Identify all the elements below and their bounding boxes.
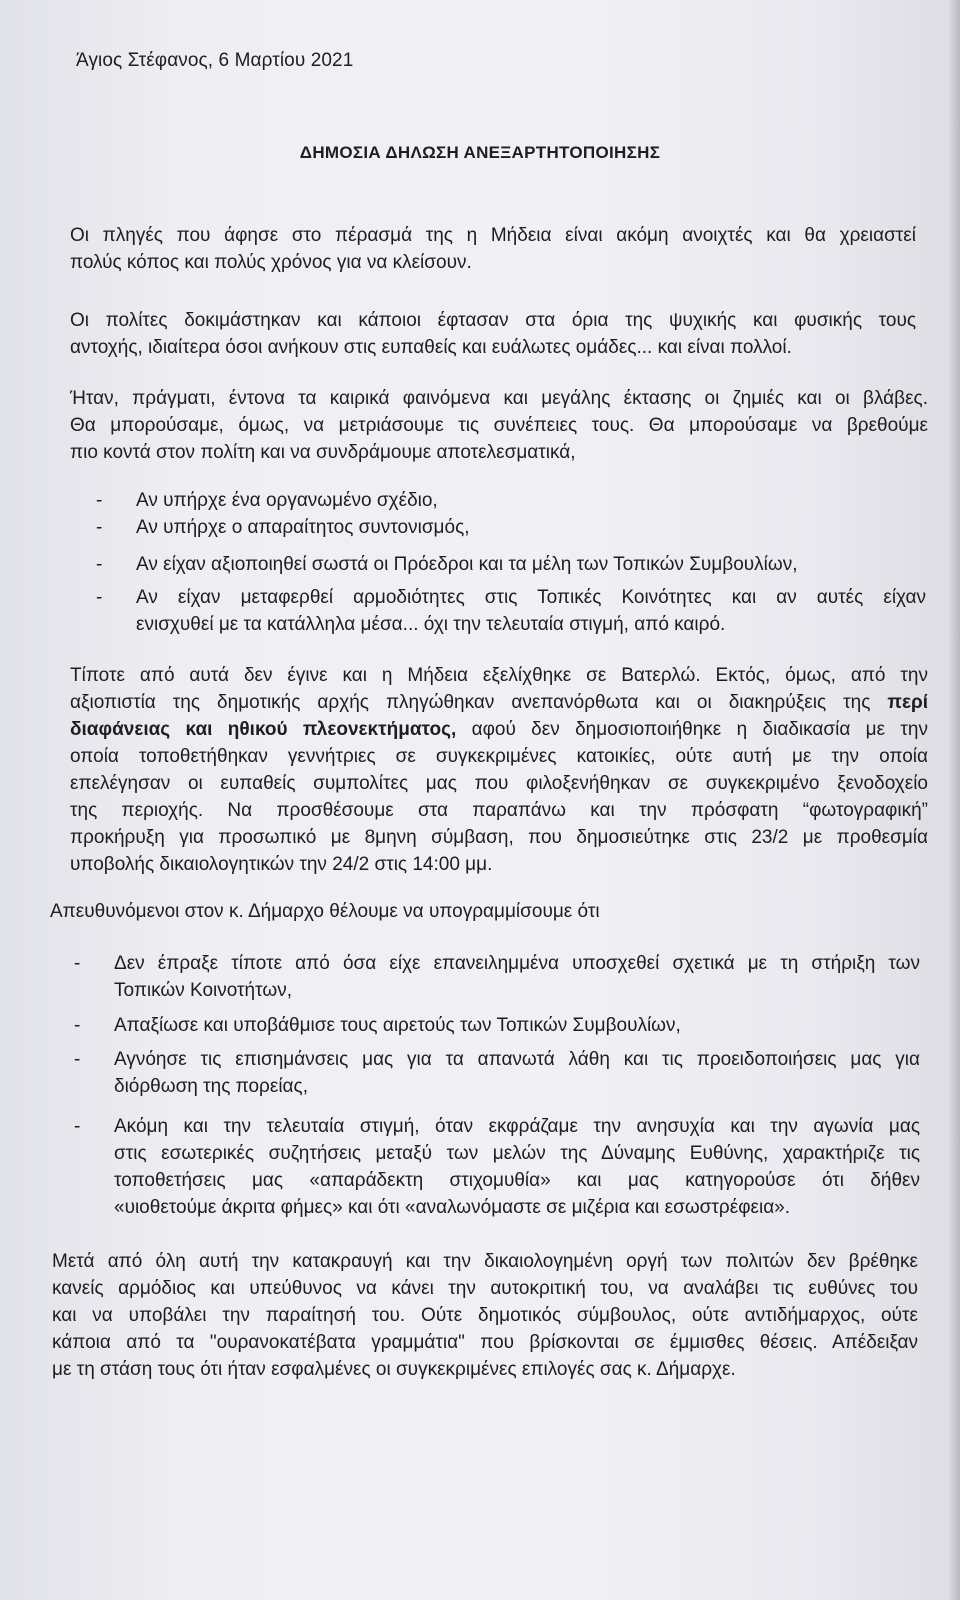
paragraph-text: αφού δεν δημοσιοποιήθηκε η διαδικασία με την xyxy=(456,719,928,740)
paragraph-line xyxy=(70,689,928,716)
list-item-text: ενισχυθεί με τα κατάλληλα μέσα... όχι την τελευταία στιγμή, από καιρό. xyxy=(136,614,726,635)
list-dash: - xyxy=(96,490,103,511)
paragraph-line: πολύς κόπος και πολύς χρόνος για να κλείσουν. xyxy=(70,252,472,273)
paragraph-line: υποβολής δικαιολογητικών την 24/2 στις 14:00 μμ. xyxy=(70,854,493,875)
list-dash: - xyxy=(74,1015,81,1036)
paragraph-line: οποία τοποθετήθηκαν γεννήτριες σε συγκεκριμένες κατοικίες, ούτε αυτή με την οποία xyxy=(70,746,928,767)
list-dash: - xyxy=(74,1116,81,1137)
paragraph-5 xyxy=(50,898,908,925)
list1-item xyxy=(96,487,926,514)
list-item-text: τοποθετήσεις μας «απαράδεκτη στιχομυθία» και μας κατηγορούσε ότι δήθεν xyxy=(114,1170,920,1191)
paragraph-line: Μετά από όλη αυτή την κατακραυγή και την δικαιολογημένη οργή των πολιτών δεν βρέθηκε xyxy=(52,1251,918,1272)
paragraph-3 xyxy=(70,385,928,466)
list1-item xyxy=(96,584,926,638)
list1-item xyxy=(96,514,926,541)
paragraph-line: Ήταν, πράγματι, έντονα τα καιρικά φαινόμενα και μεγάλης έκτασης οι ζημιές και οι βλάβες. xyxy=(70,388,928,409)
paragraph-line: Θα μπορούσαμε, όμως, να μετριάσουμε τις συνέπειες τους. Θα μπορούσαμε να βρεθούμε xyxy=(70,415,928,436)
list-item-text: Αν υπήρχε ένα οργανωμένο σχέδιο, xyxy=(136,490,438,511)
list1-item xyxy=(96,551,926,578)
document-date: Άγιος Στέφανος, 6 Μαρτίου 2021 xyxy=(76,50,354,71)
list-item-text: Ακόμη και την τελευταία στιγμή, όταν εκφράζαμε την ανησυχία και την αγωνία μας xyxy=(114,1116,920,1137)
paragraph-line: της περιοχής. Να προσθέσουμε στα παραπάνω και την πρόσφατη “φωτογραφική” xyxy=(70,800,928,821)
paragraph-line: Οι πολίτες δοκιμάστηκαν και κάποιοι έφτασαν στα όρια της ψυχικής και φυσικής τους xyxy=(70,310,916,331)
paragraph-line: προκήρυξη για προσωπικό με 8μηνη σύμβαση, που δημοσιεύτηκε στις 23/2 με προθεσμία xyxy=(70,827,928,848)
paragraph-line: πιο κοντά στον πολίτη και να συνδράμουμε αποτελεσματικά, xyxy=(70,442,576,463)
list-item-text: Αν υπήρχε ο απαραίτητος συντονισμός, xyxy=(136,517,470,538)
paragraph-line: με τη στάση τους ότι ήταν εσφαλμένες οι συγκεκριμένες επιλογές σας κ. Δήμαρχε. xyxy=(52,1359,736,1380)
list-item-text: στις εσωτερικές συζητήσεις μεταξύ των μελών της Δύναμης Ευθύνης, χαρακτήριζε τις xyxy=(114,1143,920,1164)
paragraph-2 xyxy=(70,307,916,361)
list-item-text: Τοπικών Κοινοτήτων, xyxy=(114,980,292,1001)
paragraph-line: κανείς αρμόδιος και υπεύθυνος να κάνει την αυτοκριτική του, να αναλάβει τις ευθύνες του xyxy=(52,1278,918,1299)
paragraph-line: Απευθυνόμενοι στον κ. Δήμαρχο θέλουμε να υπογραμμίσουμε ότι xyxy=(50,901,600,922)
bold-text: περί xyxy=(887,692,928,713)
paragraph-line: κάποια από τα "ουρανοκατέβατα γραμμάτια" που βρίσκονται σε έμμισθες θέσεις. Απέδειξαν xyxy=(52,1332,918,1353)
paragraph-text: αξιοπιστία της δημοτικής αρχής πληγώθηκαν ανεπανόρθωτα και οι διακηρύξεις της xyxy=(70,692,888,713)
paragraph-1 xyxy=(70,222,916,276)
list-item-text: Απαξίωσε και υποβάθμισε τους αιρετούς των Τοπικών Συμβουλίων, xyxy=(114,1015,681,1036)
list-item-text: διόρθωση της πορείας, xyxy=(114,1076,308,1097)
paragraph-4 xyxy=(70,662,928,878)
page-edge-shadow xyxy=(946,0,960,1600)
list-dash: - xyxy=(74,1049,81,1070)
list2-item xyxy=(74,1046,920,1100)
list-item-text: Αν είχαν μεταφερθεί αρμοδιότητες στις Τοπικές Κοινότητες και αν αυτές είχαν xyxy=(136,587,926,608)
list-item-text: Αγνόησε τις επισημάνσεις μας για τα απανωτά λάθη και τις προειδοποιήσεις μας για xyxy=(114,1049,920,1070)
list2-item xyxy=(74,1113,920,1221)
document-title: ΔΗΜΟΣΙΑ ΔΗΛΩΣΗ ΑΝΕΞΑΡΤΗΤΟΠΟΙΗΣΗΣ xyxy=(299,143,661,162)
list-item-text: «υιοθετούμε άκριτα φήμες» και ότι «αναλωνόμαστε σε μιζέρια και εσωστρέφεια». xyxy=(114,1197,791,1218)
list2-item xyxy=(74,950,920,1004)
list-item-text: Δεν έπραξε τίποτε από όσα είχε επανειλημμένα υποσχεθεί σχετικά με τη στήριξη των xyxy=(114,953,920,974)
paragraph-line: Οι πληγές που άφησε στο πέρασμά της η Μήδεια είναι ακόμη ανοιχτές και θα χρειαστεί xyxy=(70,225,916,246)
paragraph-line xyxy=(70,716,928,743)
paragraph-line: επελέγησαν οι ευπαθείς συμπολίτες μας που φιλοξενήθηκαν σε συγκεκριμένο ξενοδοχείο xyxy=(70,773,928,794)
paragraph-line: αντοχής, ιδιαίτερα όσοι ανήκουν στις ευπαθείς και ευάλωτες ομάδες... και είναι πολλοί. xyxy=(70,337,792,358)
paragraph-line: και να υποβάλει την παραίτησή του. Ούτε δημοτικός σύμβουλος, ούτε αντιδήμαρχος, ούτε xyxy=(52,1305,918,1326)
paragraph-line: Τίποτε από αυτά δεν έγινε και η Μήδεια εξελίχθηκε σε Βατερλώ. Εκτός, όμως, από την xyxy=(70,665,928,686)
bold-text: διαφάνειας και ηθικού πλεονεκτήματος, xyxy=(70,719,457,740)
list-item-text: Αν είχαν αξιοποιηθεί σωστά οι Πρόεδροι και τα μέλη των Τοπικών Συμβουλίων, xyxy=(136,554,798,575)
list-dash: - xyxy=(96,554,103,575)
list-dash: - xyxy=(74,953,81,974)
list-dash: - xyxy=(96,587,103,608)
paragraph-6 xyxy=(52,1248,918,1383)
list2-item xyxy=(74,1012,920,1039)
list-dash: - xyxy=(96,517,103,538)
